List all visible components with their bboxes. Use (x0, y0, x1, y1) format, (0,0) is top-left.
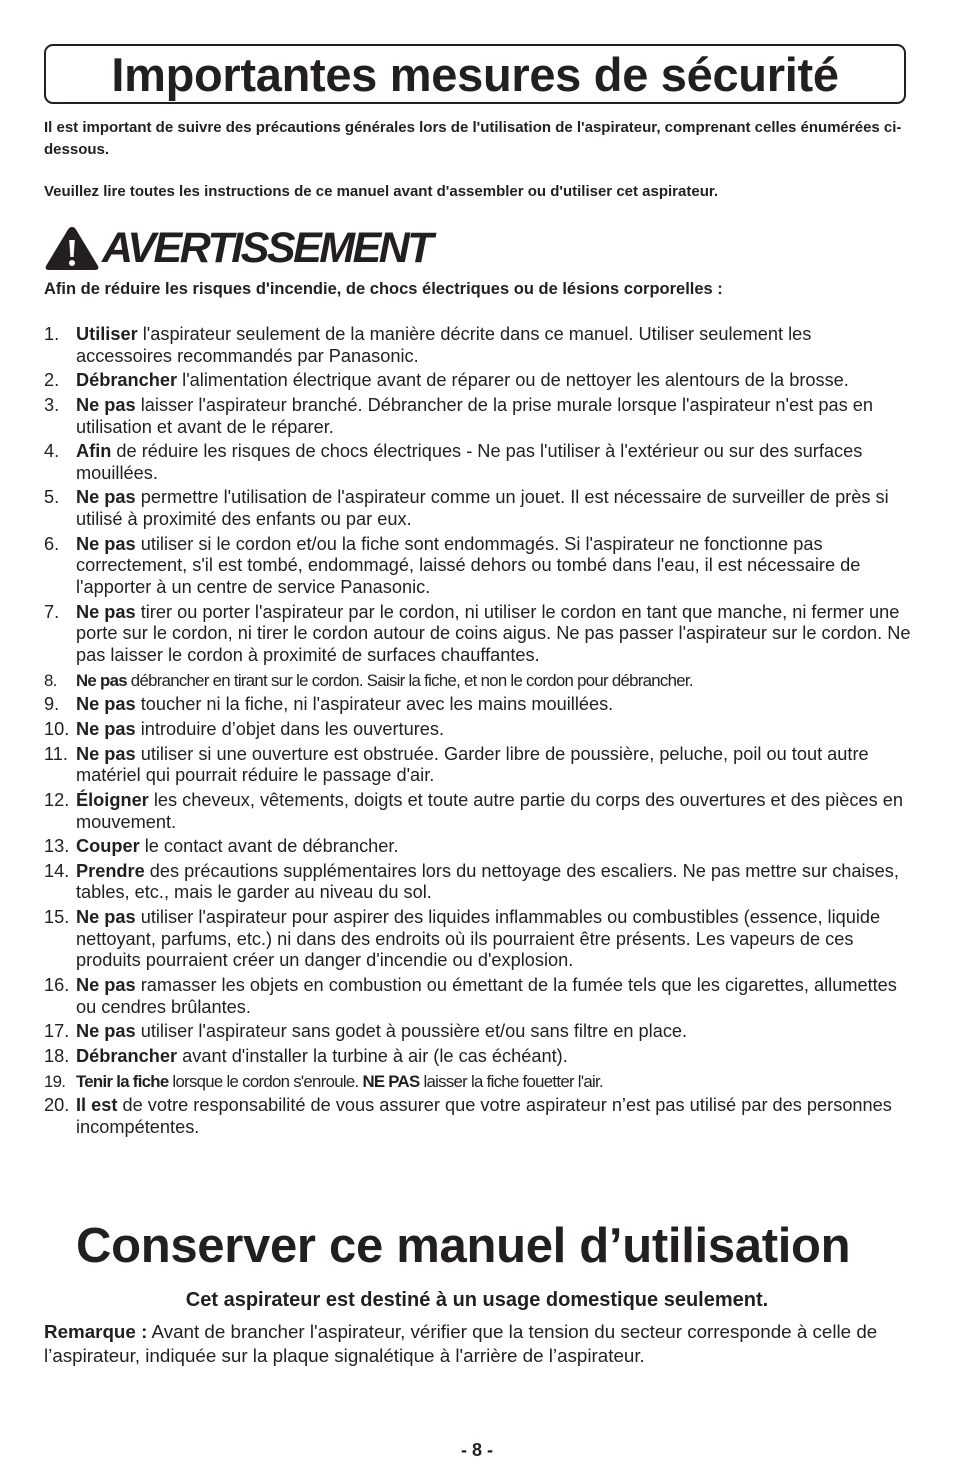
list-item-text: permettre l'utilisation de l'aspirateur comme un jouet. Il est nécessaire de surveiller de près si utilisé à proximité des enfants ou par eux. (76, 487, 889, 530)
list-item (44, 975, 912, 1018)
list-item (44, 441, 912, 484)
remark-paragraph (44, 1320, 924, 1368)
list-item-number: 15. (44, 907, 70, 928)
list-item-number: 17. (44, 1021, 70, 1042)
list-item (44, 1046, 912, 1068)
list-item-keyword: Ne pas (76, 487, 136, 508)
list-item-text: de réduire les risques de chocs électriques - Ne pas l'utiliser à l'extérieur ou sur des surfaces mouillées. (76, 441, 863, 483)
list-item-keyword: Ne pas (76, 670, 127, 690)
list-item-text: l'aspirateur seulement de la manière décrite dans ce manuel. Utiliser seulement les accessoires recommandés par Panasonic. (76, 324, 812, 366)
list-item-number: 3. (44, 394, 60, 415)
warning-triangle-icon (44, 225, 100, 271)
safety-instructions-list (44, 324, 912, 1141)
list-item-keyword: Ne pas (76, 533, 136, 554)
list-item-number: 13. (44, 836, 70, 857)
list-item-number: 1. (44, 324, 60, 344)
list-item (44, 670, 912, 692)
list-item-text: laisser la fiche fouetter l'air. (419, 1071, 603, 1091)
intro-general: Il est important de suivre des précautions générales lors de l'utilisation de l'aspirateur, comprenant celles énumérées ci-dessous. (44, 119, 902, 158)
list-item-text: ramasser les objets en combustion ou émettant de la fumée tels que les cigarettes, allumettes ou cendres brûlantes. (76, 975, 897, 1017)
list-item-keyword: Tenir la fiche (76, 1071, 169, 1091)
list-item-keyword: Éloigner (76, 789, 149, 810)
list-item-number: 18. (44, 1045, 70, 1066)
intro-read-instructions: Veuillez lire toutes les instructions de ce manuel avant d'assembler ou d'utiliser cet aspirateur. (44, 183, 719, 200)
list-item-text: débrancher en tirant sur le cordon. Saisir la fiche, et non le cordon pour débrancher. (126, 670, 693, 690)
list-item (44, 694, 912, 716)
list-item (44, 861, 912, 904)
list-item-number: 20. (44, 1095, 70, 1116)
list-item-number: 5. (44, 487, 60, 508)
list-item-keyword: Ne pas (76, 1021, 136, 1042)
list-item-text: de votre responsabilité de vous assurer que votre aspirateur n’est pas utilisé par des personnes incompétentes. (76, 1095, 892, 1137)
list-item-text: laisser l'aspirateur branché. Débrancher de la prise murale lorsque l'aspirateur n'est pas en utilisation et avant de le réparer. (76, 394, 873, 437)
list-item-keyword: Prendre (76, 860, 145, 881)
list-item-number: 8. (44, 670, 57, 690)
warning-heading (44, 224, 431, 272)
list-item-text: des précautions supplémentaires lors du nettoyage des escaliers. Ne pas mettre sur chaises, tables, etc., mais le garder au niveau du sol. (76, 860, 899, 903)
list-item-keyword: Ne pas (76, 743, 136, 764)
list-item-text: le contact avant de débrancher. (139, 836, 399, 857)
remark-label: Remarque : (44, 1321, 148, 1342)
list-item (44, 487, 912, 530)
list-item-number: 14. (44, 860, 70, 881)
list-item-keyword: Ne pas (76, 394, 136, 415)
list-item (44, 324, 912, 367)
domestic-use-notice: Cet aspirateur est destiné à un usage domestique seulement. (185, 1289, 769, 1311)
list-item-text: utiliser l'aspirateur sans godet à poussière et/ou sans filtre en place. (135, 1021, 688, 1042)
list-item (44, 744, 912, 787)
list-item (44, 836, 912, 858)
list-item (44, 534, 912, 599)
list-item-text: lorsque le cordon s'enroule. (168, 1071, 363, 1091)
list-item-text: tirer ou porter l'aspirateur par le cordon, ni utiliser le cordon en tant que manche, ni fermer une porte sur le cordon, ni tirer le cordon autour de coins aigus. Ne pas passer l'aspirateur sur le cordon. Ne pas laisser le cordon à proximité de surfaces chauffantes. (76, 601, 911, 666)
list-item (44, 790, 912, 833)
list-item-text: introduire d’objet dans les ouvertures. (135, 718, 445, 739)
list-item (44, 370, 912, 392)
warning-intro: Afin de réduire les risques d'incendie, de chocs électriques ou de lésions corporelles : (44, 280, 723, 298)
list-item-number: 19. (44, 1071, 66, 1091)
list-item-number: 10. (44, 718, 70, 739)
list-item-text: utiliser si le cordon et/ou la fiche sont endommagés. Si l'aspirateur ne fonctionne pas correctement, s'il est tombé, endommagé, laissé dehors ou tombé dans l'eau, il est nécessaire de l'apporter à un centre de service Panasonic. (76, 533, 861, 598)
list-item-keyword: Il est (76, 1095, 118, 1116)
list-item-text: utiliser l'aspirateur pour aspirer des liquides inflammables ou combustibles (essence, liquide nettoyant, parfums, etc.) ni dans des endroits où ils pourraient être présents. Les vapeurs de ces produits pourraient créer un danger d'incendie ou d'explosion. (76, 907, 881, 971)
list-item-keyword: Utiliser (76, 324, 138, 344)
list-item-text: toucher ni la fiche, ni l'aspirateur avec les mains mouillées. (135, 694, 614, 715)
list-item (44, 719, 912, 741)
list-item-keyword: Afin (76, 441, 112, 462)
list-item (44, 1095, 912, 1138)
list-item-keyword: Débrancher (76, 370, 178, 391)
warning-title: AVERTISSEMENT (102, 223, 432, 272)
list-item (44, 395, 912, 438)
list-item-keyword: Débrancher (76, 1045, 178, 1066)
list-item (44, 1071, 912, 1093)
list-item-text: utiliser si une ouverture est obstruée. Garder libre de poussière, peluche, poil ou tout autre matériel qui pourrait réduire le passage d'air. (76, 743, 869, 786)
list-item-keyword: Ne pas (76, 975, 136, 996)
list-item-text: les cheveux, vêtements, doigts et toute autre partie du corps des ouvertures et des pièces en mouvement. (76, 789, 903, 832)
list-item-number: 16. (44, 975, 70, 996)
list-item-keyword: Ne pas (76, 718, 136, 739)
list-item-number: 7. (44, 601, 60, 622)
list-item (44, 602, 912, 667)
page-title: Importantes mesures de sécurité (111, 47, 839, 101)
list-item-text: l'alimentation électrique avant de réparer ou de nettoyer les alentours de la brosse. (177, 370, 849, 391)
list-item-number: 6. (44, 533, 60, 554)
list-item-keyword: Couper (76, 836, 140, 857)
list-item-number: 9. (44, 694, 60, 715)
list-item (44, 1021, 912, 1043)
list-item-number: 4. (44, 441, 60, 462)
list-item (44, 907, 912, 972)
page-number: - 8 - (460, 1440, 493, 1460)
list-item-keyword: Ne pas (76, 907, 136, 928)
list-item-text: avant d'installer la turbine à air (le cas échéant). (177, 1045, 568, 1066)
list-item-keyword: NE PAS (362, 1071, 420, 1091)
list-item-number: 2. (44, 370, 60, 391)
list-item-number: 12. (44, 789, 70, 810)
title-box (44, 44, 906, 104)
remark-text: Avant de brancher l'aspirateur, vérifier que la tension du secteur corresponde à celle de l’aspirateur, indiquée sur la plaque signalétique à l'arrière de l’aspirateur. (44, 1321, 878, 1366)
list-item-number: 11. (44, 743, 68, 764)
list-item-keyword: Ne pas (76, 694, 136, 715)
list-item-keyword: Ne pas (76, 601, 136, 622)
keep-manual-heading: Conserver ce manuel d’utilisation (76, 1219, 851, 1273)
